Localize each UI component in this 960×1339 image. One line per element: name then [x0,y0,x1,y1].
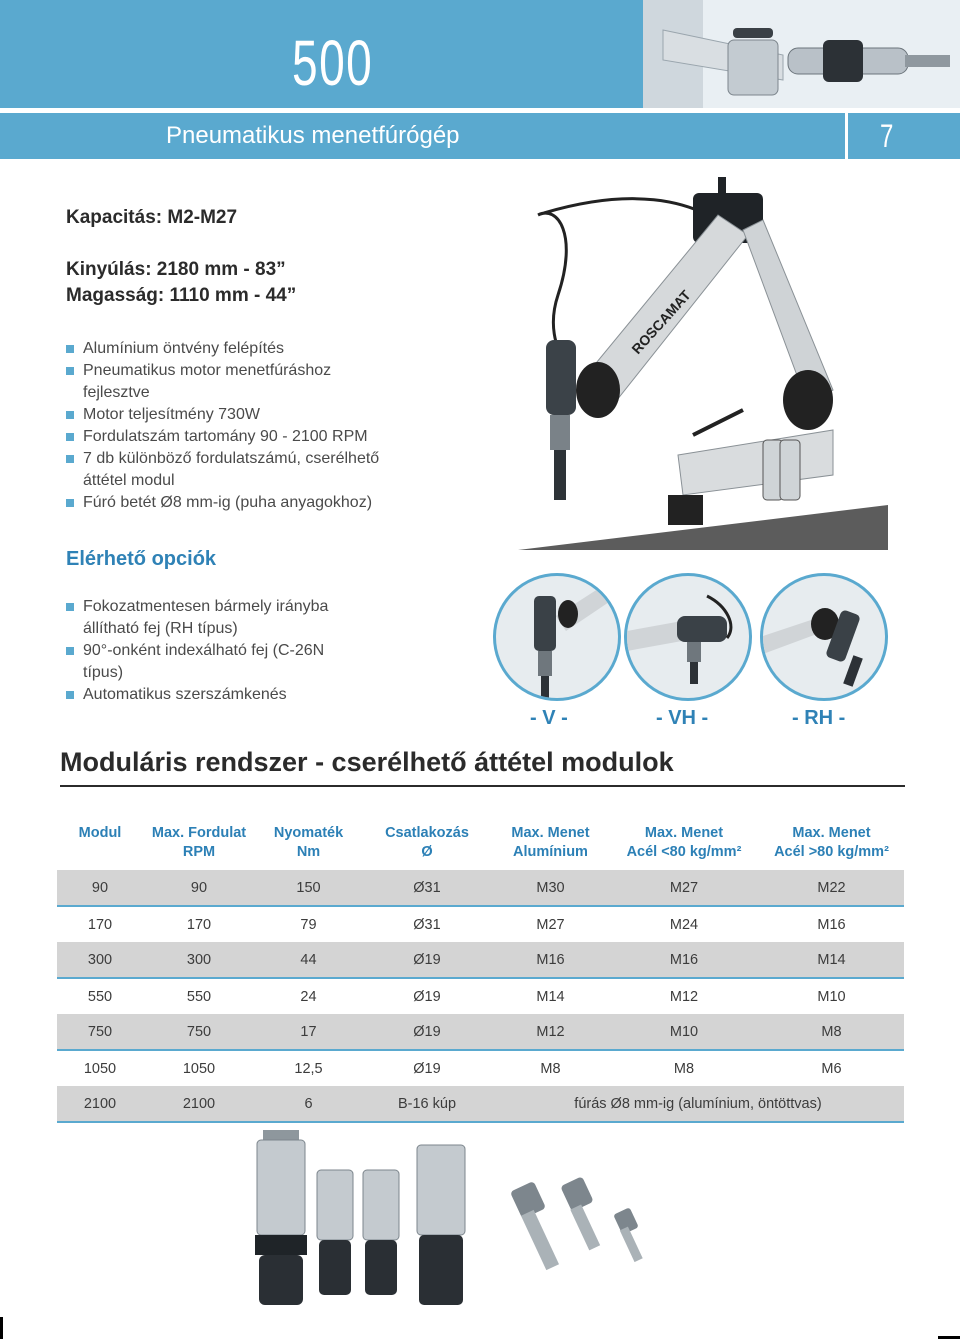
table-cell: M27 [492,906,609,942]
table-cell: M30 [492,870,609,906]
capacity-spec: Kapacitás: M2-M27 [66,207,238,228]
list-item: Pneumatikus motor menetfúráshoz fejlesztve [66,360,396,404]
table-cell: 17 [255,1014,362,1050]
table-cell: M8 [759,1014,904,1050]
table-cell: M16 [492,942,609,978]
table-row [57,978,904,1014]
table-cell: 1050 [57,1050,143,1086]
table-cell: M8 [609,1050,759,1086]
column-header: Max. Fordulat RPM [151,825,247,860]
list-item: Fordulatszám tartomány 90 - 2100 RPM [66,426,396,448]
list-item: Alumínium öntvény felépítés [66,338,396,360]
table-row [57,1086,904,1122]
table-cell: M27 [609,870,759,906]
view-vh-label: - VH - [656,707,709,729]
brand-label: ROSCAMAT [628,286,694,358]
table-cell: M14 [759,942,904,978]
table-cell: M10 [609,1014,759,1050]
options-list [66,596,366,706]
table-cell: 300 [143,942,255,978]
table-cell: 550 [57,978,143,1014]
table-cell: 150 [255,870,362,906]
table-cell: 2100 [143,1086,255,1122]
table-cell: B-16 kúp [362,1086,492,1122]
list-item: Fúró betét Ø8 mm-ig (puha anyagokhoz) [66,492,396,514]
gear-modules-photo [245,1130,475,1320]
table-cell: M16 [609,942,759,978]
table-row [57,1014,904,1050]
column-header: Nyomaték Nm [273,825,344,860]
section-divider [60,785,905,787]
table-cell: fúrás Ø8 mm-ig (alumínium, öntöttvas) [492,1086,904,1122]
column-header: Max. Menet Alumínium [511,825,590,860]
bullet-icon [66,411,74,419]
bullet-icon [66,345,74,353]
table-cell: 750 [57,1014,143,1050]
tap-adapters-photo [505,1165,670,1285]
product-photo [518,175,888,550]
view-rh-image [760,573,888,701]
series-number: 500 [292,27,374,99]
table-header [57,820,904,870]
table-cell: M12 [609,978,759,1014]
module-heading: Moduláris rendszer - cserélhető áttétel modulok [60,747,674,777]
column-header: Max. Menet Acél >80 kg/mm² [774,825,889,860]
table-cell: M14 [492,978,609,1014]
view-v-image [493,573,621,701]
table-row [57,1050,904,1086]
title-divider [845,113,848,159]
list-item: 7 db különböző fordulatszámú, cserélhető áttétel modul [66,448,396,492]
view-vh-image [624,573,752,701]
table-cell: Ø19 [362,942,492,978]
table-cell: 6 [255,1086,362,1122]
page-title: Pneumatikus menetfúrógép [166,122,460,149]
bullet-icon [66,647,74,655]
table-cell: 170 [57,906,143,942]
reach-spec: Kinyúlás: 2180 mm - 83” [66,259,286,280]
list-item: Fokozatmentesen bármely irányba állítható fej (RH típus) [66,596,366,640]
table-cell: M8 [492,1050,609,1086]
table-cell: M24 [609,906,759,942]
table-cell: 12,5 [255,1050,362,1086]
table-cell: Ø31 [362,870,492,906]
options-heading: Elérhető opciók [66,548,217,570]
table-cell: Ø31 [362,906,492,942]
table-cell: 300 [57,942,143,978]
bullet-icon [66,455,74,463]
table-cell: Ø19 [362,978,492,1014]
table-cell: 90 [143,870,255,906]
column-header: Modul [78,825,122,841]
table-cell: 750 [143,1014,255,1050]
bullet-icon [66,433,74,441]
header-photo [643,0,960,108]
table-cell: 90 [57,870,143,906]
page-number: 7 [880,118,894,154]
table-row [57,906,904,942]
table-cell: 79 [255,906,362,942]
table-cell: M12 [492,1014,609,1050]
list-item: 90°-onként indexálható fej (C-26N típus) [66,640,366,684]
table-cell: M22 [759,870,904,906]
view-rh-label: - RH - [792,707,846,729]
feature-list [66,338,396,514]
height-spec: Magasság: 1110 mm - 44” [66,285,297,306]
table-cell: M16 [759,906,904,942]
table-cell: M10 [759,978,904,1014]
table-cell: 1050 [143,1050,255,1086]
table-row [57,870,904,906]
table-cell: 2100 [57,1086,143,1122]
list-item: Automatikus szerszámkenés [66,684,366,706]
table-cell: 24 [255,978,362,1014]
bullet-icon [66,691,74,699]
table-cell: 550 [143,978,255,1014]
column-header: Max. Menet Acél <80 kg/mm² [626,825,742,860]
bullet-icon [66,603,74,611]
column-header: Csatlakozás Ø [385,825,469,860]
list-item: Motor teljesítmény 730W [66,404,396,426]
view-v-label: - V - [530,707,568,729]
title-bar [0,113,960,159]
table-cell: 170 [143,906,255,942]
table-cell: 44 [255,942,362,978]
table-cell: Ø19 [362,1014,492,1050]
bullet-icon [66,367,74,375]
module-table [57,820,904,1123]
crop-mark [0,1317,3,1339]
table-cell: Ø19 [362,1050,492,1086]
table-row [57,942,904,978]
table-cell: M6 [759,1050,904,1086]
bullet-icon [66,499,74,507]
